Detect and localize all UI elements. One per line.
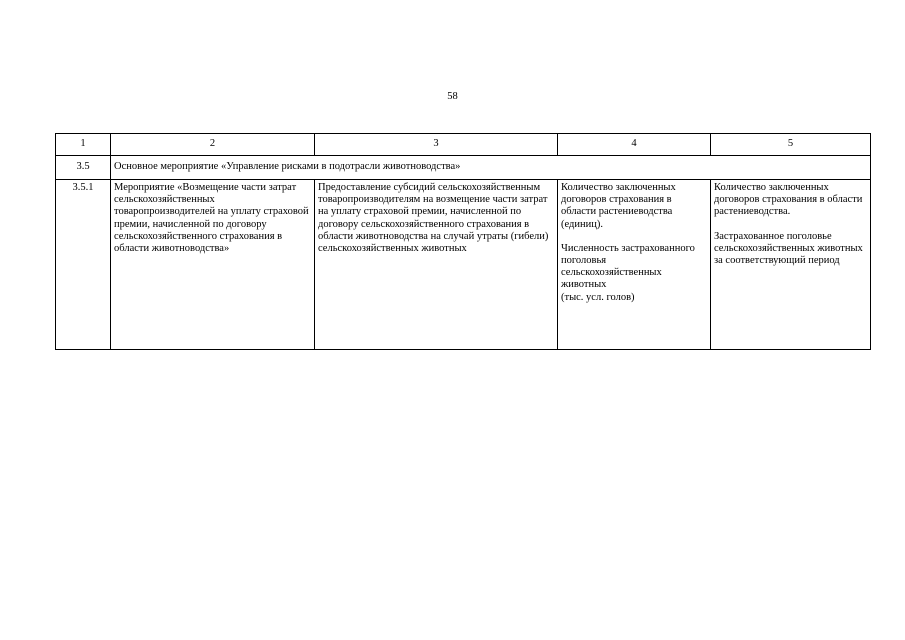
indicator-livestock-unit: (тыс. усл. голов)	[561, 291, 635, 303]
column-header-2: 2	[111, 134, 315, 156]
program-table	[55, 133, 871, 350]
section-row	[56, 156, 871, 180]
section-number: 3.5	[56, 156, 111, 180]
indicator-contracts: Количество заключенных договоров страхования в области растениеводства (единиц).	[561, 182, 676, 230]
item-number: 3.5.1	[56, 180, 111, 350]
column-header-5: 5	[711, 134, 871, 156]
column-header-1: 1	[56, 134, 111, 156]
item-indicators	[558, 180, 711, 350]
item-name: Мероприятие «Возмещение части затрат сельскохозяйственных товаропроизводителей на уплату страховой премии, начисленной по договору сельскохозяйственного страхования в области животноводства»	[111, 180, 315, 350]
indicator-livestock	[561, 243, 707, 304]
column-header-4: 4	[558, 134, 711, 156]
item-description: Предоставление субсидий сельскохозяйственным товаропроизводителям на возмещение части затрат на уплату страховой премии, начисленной по договору сельскохозяйственного страхования в области животноводства на случай утраты (гибели) сельскохозяйственных животных	[315, 180, 558, 350]
table-header-row	[56, 134, 871, 156]
result-contracts: Количество заключенных договоров страхования в области растениеводства.	[714, 182, 863, 218]
result-livestock: Застрахованное поголовье сельскохозяйственных животных за соответствующий период	[714, 230, 863, 267]
section-title: Основное мероприятие «Управление рисками в подотрасли животноводства»	[111, 156, 871, 180]
indicator-livestock-text: Численность застрахованного поголовья сельскохозяйственных животных	[561, 242, 695, 291]
column-header-3: 3	[315, 134, 558, 156]
table-row	[56, 180, 871, 350]
item-results	[711, 180, 871, 350]
page-number: 58	[447, 91, 458, 102]
